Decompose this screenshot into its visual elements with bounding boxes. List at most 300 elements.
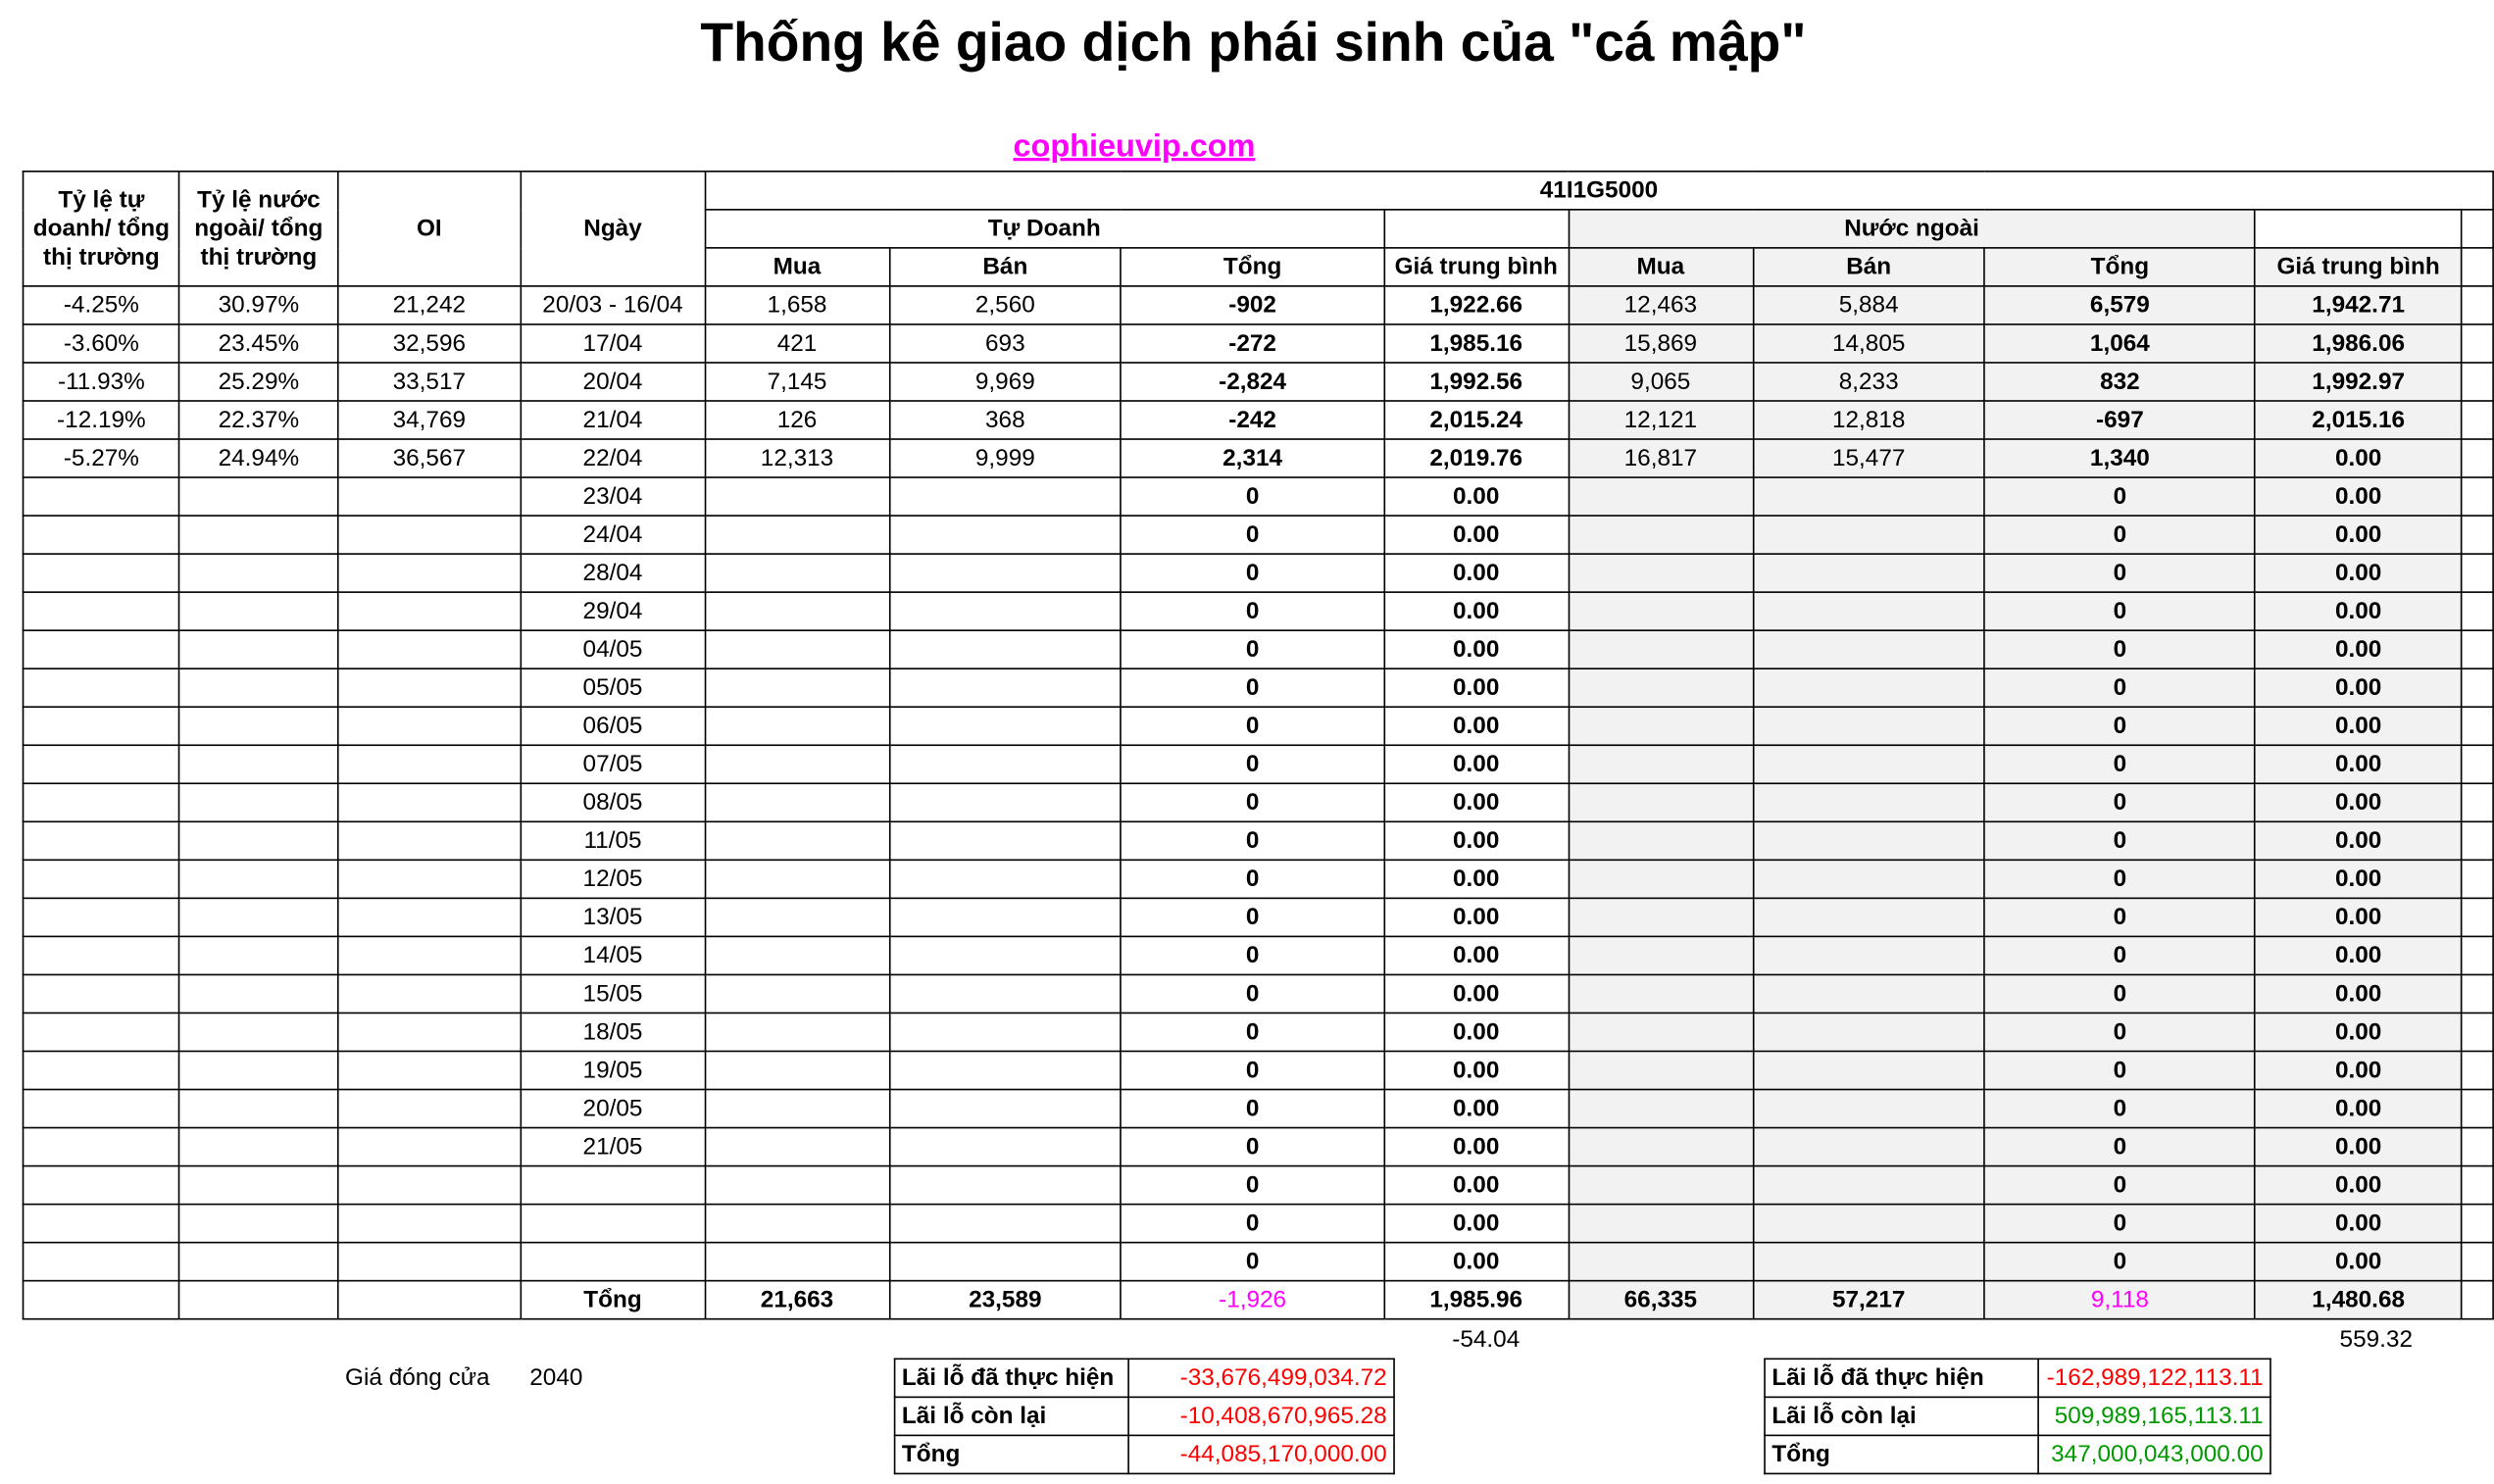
- nn-ban-cell: 8,233: [1753, 363, 1984, 401]
- nn-ban-cell: [1753, 592, 1984, 630]
- nn-tong-cell: 6,579: [1984, 286, 2255, 324]
- nn-tong-cell: 0: [1984, 1013, 2255, 1051]
- oi-cell: [337, 516, 521, 554]
- oi-cell: [337, 707, 521, 745]
- td-mua-cell: 1,658: [705, 286, 889, 324]
- td-mua-cell: [705, 516, 889, 554]
- extra-cell: [2462, 974, 2493, 1013]
- td-gia-cell: 0.00: [1384, 898, 1569, 936]
- nn-ban-cell: [1753, 1013, 1984, 1051]
- ratio-nuoc-ngoai-cell: [179, 1013, 337, 1051]
- td-ban-cell: [889, 1128, 1121, 1166]
- td-ban-cell: 368: [889, 401, 1121, 439]
- td-gia-cell: 0.00: [1384, 668, 1569, 707]
- header-ty-le-tu-doanh: Tỷ lệ tự doanh/ tổng thị trường: [24, 172, 180, 286]
- td-tong-cell: -902: [1121, 286, 1383, 324]
- ratio-nuoc-ngoai-cell: [179, 630, 337, 668]
- nn-ban-cell: [1753, 1205, 1984, 1243]
- td-tong-cell: 0: [1121, 1166, 1383, 1205]
- table-row: [24, 707, 2494, 745]
- td-gia-cell: 0.00: [1384, 554, 1569, 592]
- td-mua-cell: 7,145: [705, 363, 889, 401]
- nn-mua-cell: [1569, 630, 1753, 668]
- extra-cell: [2462, 821, 2493, 860]
- ratio-nuoc-ngoai-cell: [179, 668, 337, 707]
- nn-tong-cell: 1,064: [1984, 324, 2255, 363]
- pl-td-remaining-value: -10,408,670,965.28: [1128, 1397, 1394, 1435]
- nn-gia-cell: 1,992.97: [2255, 363, 2461, 401]
- td-ban-cell: [889, 860, 1121, 898]
- extra-cell: [2462, 936, 2493, 974]
- td-mua-cell: [705, 1166, 889, 1205]
- date-cell: 14/05: [521, 936, 705, 974]
- td-mua-cell: [705, 860, 889, 898]
- totals-nn-gia: 1,480.68: [2255, 1281, 2461, 1319]
- nn-tong-cell: 0: [1984, 630, 2255, 668]
- td-ban-cell: [889, 707, 1121, 745]
- date-cell: 20/05: [521, 1090, 705, 1128]
- oi-cell: [337, 477, 521, 516]
- td-ban-cell: [889, 1166, 1121, 1205]
- td-tong-cell: 0: [1121, 1090, 1383, 1128]
- header-td-mua: Mua: [705, 248, 889, 286]
- totals-blank-extra: [2462, 1281, 2493, 1319]
- nn-tong-cell: 0: [1984, 516, 2255, 554]
- pl-row: [895, 1359, 1394, 1397]
- table-row: [24, 630, 2494, 668]
- date-cell: 20/04: [521, 363, 705, 401]
- date-cell: 04/05: [521, 630, 705, 668]
- td-mua-cell: [705, 898, 889, 936]
- nn-gia-cell: 0.00: [2255, 439, 2461, 477]
- nn-tong-cell: 0: [1984, 936, 2255, 974]
- ratio-tu-doanh-cell: [24, 860, 180, 898]
- oi-cell: 36,567: [337, 439, 521, 477]
- ratio-nuoc-ngoai-cell: [179, 1243, 337, 1281]
- pl-td-total-label: Tổng: [895, 1435, 1128, 1473]
- nn-ban-cell: 15,477: [1753, 439, 1984, 477]
- pl-row: [1765, 1397, 2270, 1435]
- td-tong-cell: 0: [1121, 898, 1383, 936]
- totals-blank-1: [24, 1281, 180, 1319]
- date-cell: 05/05: [521, 668, 705, 707]
- oi-cell: 32,596: [337, 324, 521, 363]
- td-tong-cell: 0: [1121, 516, 1383, 554]
- ratio-tu-doanh-cell: [24, 1013, 180, 1051]
- table-row: [24, 554, 2494, 592]
- td-mua-cell: [705, 821, 889, 860]
- ratio-tu-doanh-cell: [24, 630, 180, 668]
- td-gia-cell: 2,015.24: [1384, 401, 1569, 439]
- td-ban-cell: [889, 1243, 1121, 1281]
- extra-cell: [2462, 707, 2493, 745]
- td-gia-cell: 0.00: [1384, 745, 1569, 783]
- td-ban-cell: [889, 592, 1121, 630]
- extra-cell: [2462, 1243, 2493, 1281]
- ratio-nuoc-ngoai-cell: [179, 745, 337, 783]
- extra-cell: [2462, 898, 2493, 936]
- td-mua-cell: [705, 1051, 889, 1089]
- totals-td-ban: 23,589: [889, 1281, 1121, 1319]
- nn-diff-value: 559.32: [2339, 1325, 2414, 1354]
- td-mua-cell: [705, 783, 889, 821]
- ratio-nuoc-ngoai-cell: [179, 1166, 337, 1205]
- ratio-tu-doanh-cell: [24, 1205, 180, 1243]
- header-nn-ban: Bán: [1753, 248, 1984, 286]
- nn-gia-cell: 0.00: [2255, 592, 2461, 630]
- nn-tong-cell: 0: [1984, 1243, 2255, 1281]
- table-row: [24, 1166, 2494, 1205]
- pl-td-realized-label: Lãi lỗ đã thực hiện: [895, 1359, 1128, 1397]
- nn-ban-cell: [1753, 860, 1984, 898]
- nn-ban-cell: [1753, 783, 1984, 821]
- nn-gia-cell: 0.00: [2255, 1243, 2461, 1281]
- td-tong-cell: 0: [1121, 936, 1383, 974]
- nn-mua-cell: 12,463: [1569, 286, 1753, 324]
- nn-tong-cell: -697: [1984, 401, 2255, 439]
- close-price-label: Giá đóng cửa: [345, 1364, 490, 1392]
- nn-ban-cell: [1753, 1090, 1984, 1128]
- extra-cell: [2462, 1128, 2493, 1166]
- nn-ban-cell: [1753, 1128, 1984, 1166]
- header-oi: OI: [337, 172, 521, 286]
- pl-nn-total-value: 347,000,043,000.00: [2038, 1435, 2270, 1473]
- header-nn-tong: Tổng: [1984, 248, 2255, 286]
- totals-td-tong: -1,926: [1121, 1281, 1383, 1319]
- ratio-nuoc-ngoai-cell: [179, 936, 337, 974]
- nn-mua-cell: [1569, 668, 1753, 707]
- nn-gia-cell: 0.00: [2255, 1090, 2461, 1128]
- td-mua-cell: [705, 1090, 889, 1128]
- date-cell: 08/05: [521, 783, 705, 821]
- td-tong-cell: 0: [1121, 707, 1383, 745]
- table-row: [24, 286, 2494, 324]
- nn-ban-cell: [1753, 1243, 1984, 1281]
- td-tong-cell: 2,314: [1121, 439, 1383, 477]
- nn-tong-cell: 0: [1984, 783, 2255, 821]
- date-cell: 18/05: [521, 1013, 705, 1051]
- extra-cell: [2462, 439, 2493, 477]
- td-ban-cell: [889, 1051, 1121, 1089]
- nn-mua-cell: [1569, 936, 1753, 974]
- nn-ban-cell: [1753, 974, 1984, 1013]
- ratio-nuoc-ngoai-cell: [179, 821, 337, 860]
- ratio-tu-doanh-cell: [24, 1166, 180, 1205]
- td-tong-cell: 0: [1121, 1013, 1383, 1051]
- nn-mua-cell: [1569, 592, 1753, 630]
- extra-cell: [2462, 1090, 2493, 1128]
- td-ban-cell: [889, 477, 1121, 516]
- table-row: [24, 439, 2494, 477]
- ratio-tu-doanh-cell: [24, 1128, 180, 1166]
- oi-cell: [337, 936, 521, 974]
- pl-nn-realized-label: Lãi lỗ đã thực hiện: [1765, 1359, 2038, 1397]
- ratio-tu-doanh-cell: -4.25%: [24, 286, 180, 324]
- nn-mua-cell: 12,121: [1569, 401, 1753, 439]
- td-ban-cell: 9,969: [889, 363, 1121, 401]
- td-mua-cell: [705, 936, 889, 974]
- td-tong-cell: 0: [1121, 821, 1383, 860]
- nn-mua-cell: [1569, 860, 1753, 898]
- td-gia-cell: 2,019.76: [1384, 439, 1569, 477]
- nn-ban-cell: 5,884: [1753, 286, 1984, 324]
- nn-mua-cell: [1569, 1205, 1753, 1243]
- pl-td-total-value: -44,085,170,000.00: [1128, 1435, 1394, 1473]
- nn-ban-cell: [1753, 707, 1984, 745]
- td-ban-cell: [889, 821, 1121, 860]
- td-tong-cell: 0: [1121, 1243, 1383, 1281]
- date-cell: 28/04: [521, 554, 705, 592]
- date-cell: [521, 1205, 705, 1243]
- td-ban-cell: [889, 516, 1121, 554]
- nn-gia-cell: 0.00: [2255, 516, 2461, 554]
- nn-tong-cell: 0: [1984, 707, 2255, 745]
- header-blank-extra2: [2462, 248, 2493, 286]
- ratio-tu-doanh-cell: [24, 936, 180, 974]
- td-mua-cell: [705, 592, 889, 630]
- pl-row: [1765, 1359, 2270, 1397]
- td-gia-cell: 0.00: [1384, 1243, 1569, 1281]
- td-ban-cell: [889, 554, 1121, 592]
- table-row: [24, 363, 2494, 401]
- nn-ban-cell: [1753, 554, 1984, 592]
- nn-ban-cell: [1753, 630, 1984, 668]
- ratio-tu-doanh-cell: [24, 783, 180, 821]
- oi-cell: [337, 630, 521, 668]
- extra-cell: [2462, 630, 2493, 668]
- td-ban-cell: 693: [889, 324, 1121, 363]
- oi-cell: [337, 1051, 521, 1089]
- oi-cell: [337, 783, 521, 821]
- td-mua-cell: 12,313: [705, 439, 889, 477]
- nn-tong-cell: 0: [1984, 745, 2255, 783]
- date-cell: [521, 1166, 705, 1205]
- extra-cell: [2462, 516, 2493, 554]
- table-row: [24, 324, 2494, 363]
- header-td-gia: Giá trung bình: [1384, 248, 1569, 286]
- date-cell: 19/05: [521, 1051, 705, 1089]
- nn-mua-cell: [1569, 554, 1753, 592]
- td-tong-cell: 0: [1121, 783, 1383, 821]
- ratio-tu-doanh-cell: -5.27%: [24, 439, 180, 477]
- nn-tong-cell: 0: [1984, 668, 2255, 707]
- pl-nn-remaining-value: 509,989,165,113.11: [2038, 1397, 2270, 1435]
- table-row: [24, 477, 2494, 516]
- nn-ban-cell: [1753, 898, 1984, 936]
- oi-cell: [337, 821, 521, 860]
- extra-cell: [2462, 1051, 2493, 1089]
- pl-td-remaining-label: Lãi lỗ còn lại: [895, 1397, 1128, 1435]
- header-blank-td: [1384, 210, 1569, 248]
- extra-cell: [2462, 1013, 2493, 1051]
- nn-gia-cell: 1,986.06: [2255, 324, 2461, 363]
- date-cell: 17/04: [521, 324, 705, 363]
- oi-cell: [337, 554, 521, 592]
- td-mua-cell: [705, 1243, 889, 1281]
- td-gia-cell: 0.00: [1384, 860, 1569, 898]
- nn-gia-cell: 0.00: [2255, 630, 2461, 668]
- oi-cell: 34,769: [337, 401, 521, 439]
- td-gia-cell: 0.00: [1384, 1128, 1569, 1166]
- nn-mua-cell: [1569, 974, 1753, 1013]
- site-link[interactable]: cophieuvip.com: [1013, 128, 1256, 165]
- table-row: [24, 860, 2494, 898]
- ratio-tu-doanh-cell: -3.60%: [24, 324, 180, 363]
- table-row: [24, 936, 2494, 974]
- nn-mua-cell: [1569, 821, 1753, 860]
- header-tu-doanh: Tự Doanh: [705, 210, 1384, 248]
- pl-nn-total-label: Tổng: [1765, 1435, 2038, 1473]
- extra-cell: [2462, 1166, 2493, 1205]
- ratio-nuoc-ngoai-cell: [179, 1051, 337, 1089]
- extra-cell: [2462, 1205, 2493, 1243]
- td-mua-cell: [705, 1205, 889, 1243]
- ratio-nuoc-ngoai-cell: 23.45%: [179, 324, 337, 363]
- td-gia-cell: 1,922.66: [1384, 286, 1569, 324]
- td-mua-cell: [705, 1128, 889, 1166]
- nn-tong-cell: 0: [1984, 1051, 2255, 1089]
- td-gia-cell: 0.00: [1384, 477, 1569, 516]
- nn-mua-cell: [1569, 1090, 1753, 1128]
- date-cell: 22/04: [521, 439, 705, 477]
- table-row: [24, 898, 2494, 936]
- ratio-nuoc-ngoai-cell: [179, 554, 337, 592]
- td-gia-cell: 1,992.56: [1384, 363, 1569, 401]
- ratio-nuoc-ngoai-cell: [179, 1205, 337, 1243]
- td-ban-cell: [889, 1205, 1121, 1243]
- nn-tong-cell: 0: [1984, 974, 2255, 1013]
- oi-cell: [337, 592, 521, 630]
- nn-tong-cell: 0: [1984, 821, 2255, 860]
- table-row: [24, 1128, 2494, 1166]
- nn-mua-cell: [1569, 477, 1753, 516]
- ratio-nuoc-ngoai-cell: [179, 898, 337, 936]
- td-ban-cell: 2,560: [889, 286, 1121, 324]
- oi-cell: [337, 745, 521, 783]
- oi-cell: [337, 1013, 521, 1051]
- pl-row: [895, 1435, 1394, 1473]
- td-gia-cell: 0.00: [1384, 1013, 1569, 1051]
- date-cell: 24/04: [521, 516, 705, 554]
- nn-gia-cell: 2,015.16: [2255, 401, 2461, 439]
- td-gia-cell: 0.00: [1384, 707, 1569, 745]
- totals-blank-3: [337, 1281, 521, 1319]
- extra-cell: [2462, 324, 2493, 363]
- date-cell: 20/03 - 16/04: [521, 286, 705, 324]
- oi-cell: [337, 1128, 521, 1166]
- oi-cell: [337, 1243, 521, 1281]
- td-tong-cell: -272: [1121, 324, 1383, 363]
- header-td-tong: Tổng: [1121, 248, 1383, 286]
- nn-mua-cell: [1569, 1051, 1753, 1089]
- stats-table: [23, 171, 2494, 1319]
- date-cell: 23/04: [521, 477, 705, 516]
- td-diff-value: -54.04: [1452, 1325, 1521, 1354]
- nn-gia-cell: 1,942.71: [2255, 286, 2461, 324]
- nn-gia-cell: 0.00: [2255, 1051, 2461, 1089]
- pl-td-realized-value: -33,676,499,034.72: [1128, 1359, 1394, 1397]
- ratio-nuoc-ngoai-cell: [179, 592, 337, 630]
- td-gia-cell: 0.00: [1384, 974, 1569, 1013]
- date-cell: 11/05: [521, 821, 705, 860]
- header-blank-nn: [2255, 210, 2461, 248]
- totals-nn-tong: 9,118: [1984, 1281, 2255, 1319]
- nn-gia-cell: 0.00: [2255, 1013, 2461, 1051]
- header-blank-extra: [2462, 210, 2493, 248]
- nn-mua-cell: [1569, 707, 1753, 745]
- table-row: [24, 592, 2494, 630]
- oi-cell: [337, 1166, 521, 1205]
- pl-nn-remaining-label: Lãi lỗ còn lại: [1765, 1397, 2038, 1435]
- nn-tong-cell: 0: [1984, 1166, 2255, 1205]
- nn-mua-cell: 9,065: [1569, 363, 1753, 401]
- td-gia-cell: 0.00: [1384, 592, 1569, 630]
- ratio-tu-doanh-cell: [24, 707, 180, 745]
- close-price-value: 2040: [529, 1364, 583, 1392]
- ratio-nuoc-ngoai-cell: 24.94%: [179, 439, 337, 477]
- table-row: [24, 401, 2494, 439]
- ratio-nuoc-ngoai-cell: [179, 1090, 337, 1128]
- nn-tong-cell: 832: [1984, 363, 2255, 401]
- td-tong-cell: 0: [1121, 745, 1383, 783]
- td-mua-cell: [705, 974, 889, 1013]
- nn-mua-cell: [1569, 516, 1753, 554]
- extra-cell: [2462, 860, 2493, 898]
- nn-mua-cell: [1569, 783, 1753, 821]
- totals-td-mua: 21,663: [705, 1281, 889, 1319]
- nn-gia-cell: 0.00: [2255, 1128, 2461, 1166]
- ratio-tu-doanh-cell: [24, 745, 180, 783]
- ratio-nuoc-ngoai-cell: [179, 516, 337, 554]
- date-cell: 12/05: [521, 860, 705, 898]
- totals-td-gia: 1,985.96: [1384, 1281, 1569, 1319]
- totals-nn-ban: 57,217: [1753, 1281, 1984, 1319]
- date-cell: 15/05: [521, 974, 705, 1013]
- td-mua-cell: [705, 745, 889, 783]
- td-ban-cell: [889, 974, 1121, 1013]
- td-ban-cell: [889, 936, 1121, 974]
- table-row: [24, 745, 2494, 783]
- nn-tong-cell: 0: [1984, 554, 2255, 592]
- ratio-nuoc-ngoai-cell: 30.97%: [179, 286, 337, 324]
- td-gia-cell: 1,985.16: [1384, 324, 1569, 363]
- ratio-tu-doanh-cell: [24, 974, 180, 1013]
- table-row: [24, 1013, 2494, 1051]
- table-row: [24, 783, 2494, 821]
- ratio-tu-doanh-cell: [24, 898, 180, 936]
- nn-mua-cell: [1569, 1166, 1753, 1205]
- date-cell: 29/04: [521, 592, 705, 630]
- td-mua-cell: [705, 477, 889, 516]
- td-tong-cell: -242: [1121, 401, 1383, 439]
- ratio-nuoc-ngoai-cell: [179, 974, 337, 1013]
- td-gia-cell: 0.00: [1384, 630, 1569, 668]
- td-gia-cell: 0.00: [1384, 516, 1569, 554]
- header-nn-gia: Giá trung bình: [2255, 248, 2461, 286]
- nn-tong-cell: 0: [1984, 1205, 2255, 1243]
- extra-cell: [2462, 286, 2493, 324]
- nn-ban-cell: [1753, 745, 1984, 783]
- nn-gia-cell: 0.00: [2255, 707, 2461, 745]
- nn-mua-cell: [1569, 898, 1753, 936]
- nn-ban-cell: [1753, 821, 1984, 860]
- oi-cell: [337, 1090, 521, 1128]
- page-title: Thống kê giao dịch phái sinh của "cá mập": [700, 13, 1807, 74]
- ratio-tu-doanh-cell: [24, 554, 180, 592]
- pl-nn-realized-value: -162,989,122,113.11: [2038, 1359, 2270, 1397]
- nn-ban-cell: [1753, 668, 1984, 707]
- nn-mua-cell: [1569, 1243, 1753, 1281]
